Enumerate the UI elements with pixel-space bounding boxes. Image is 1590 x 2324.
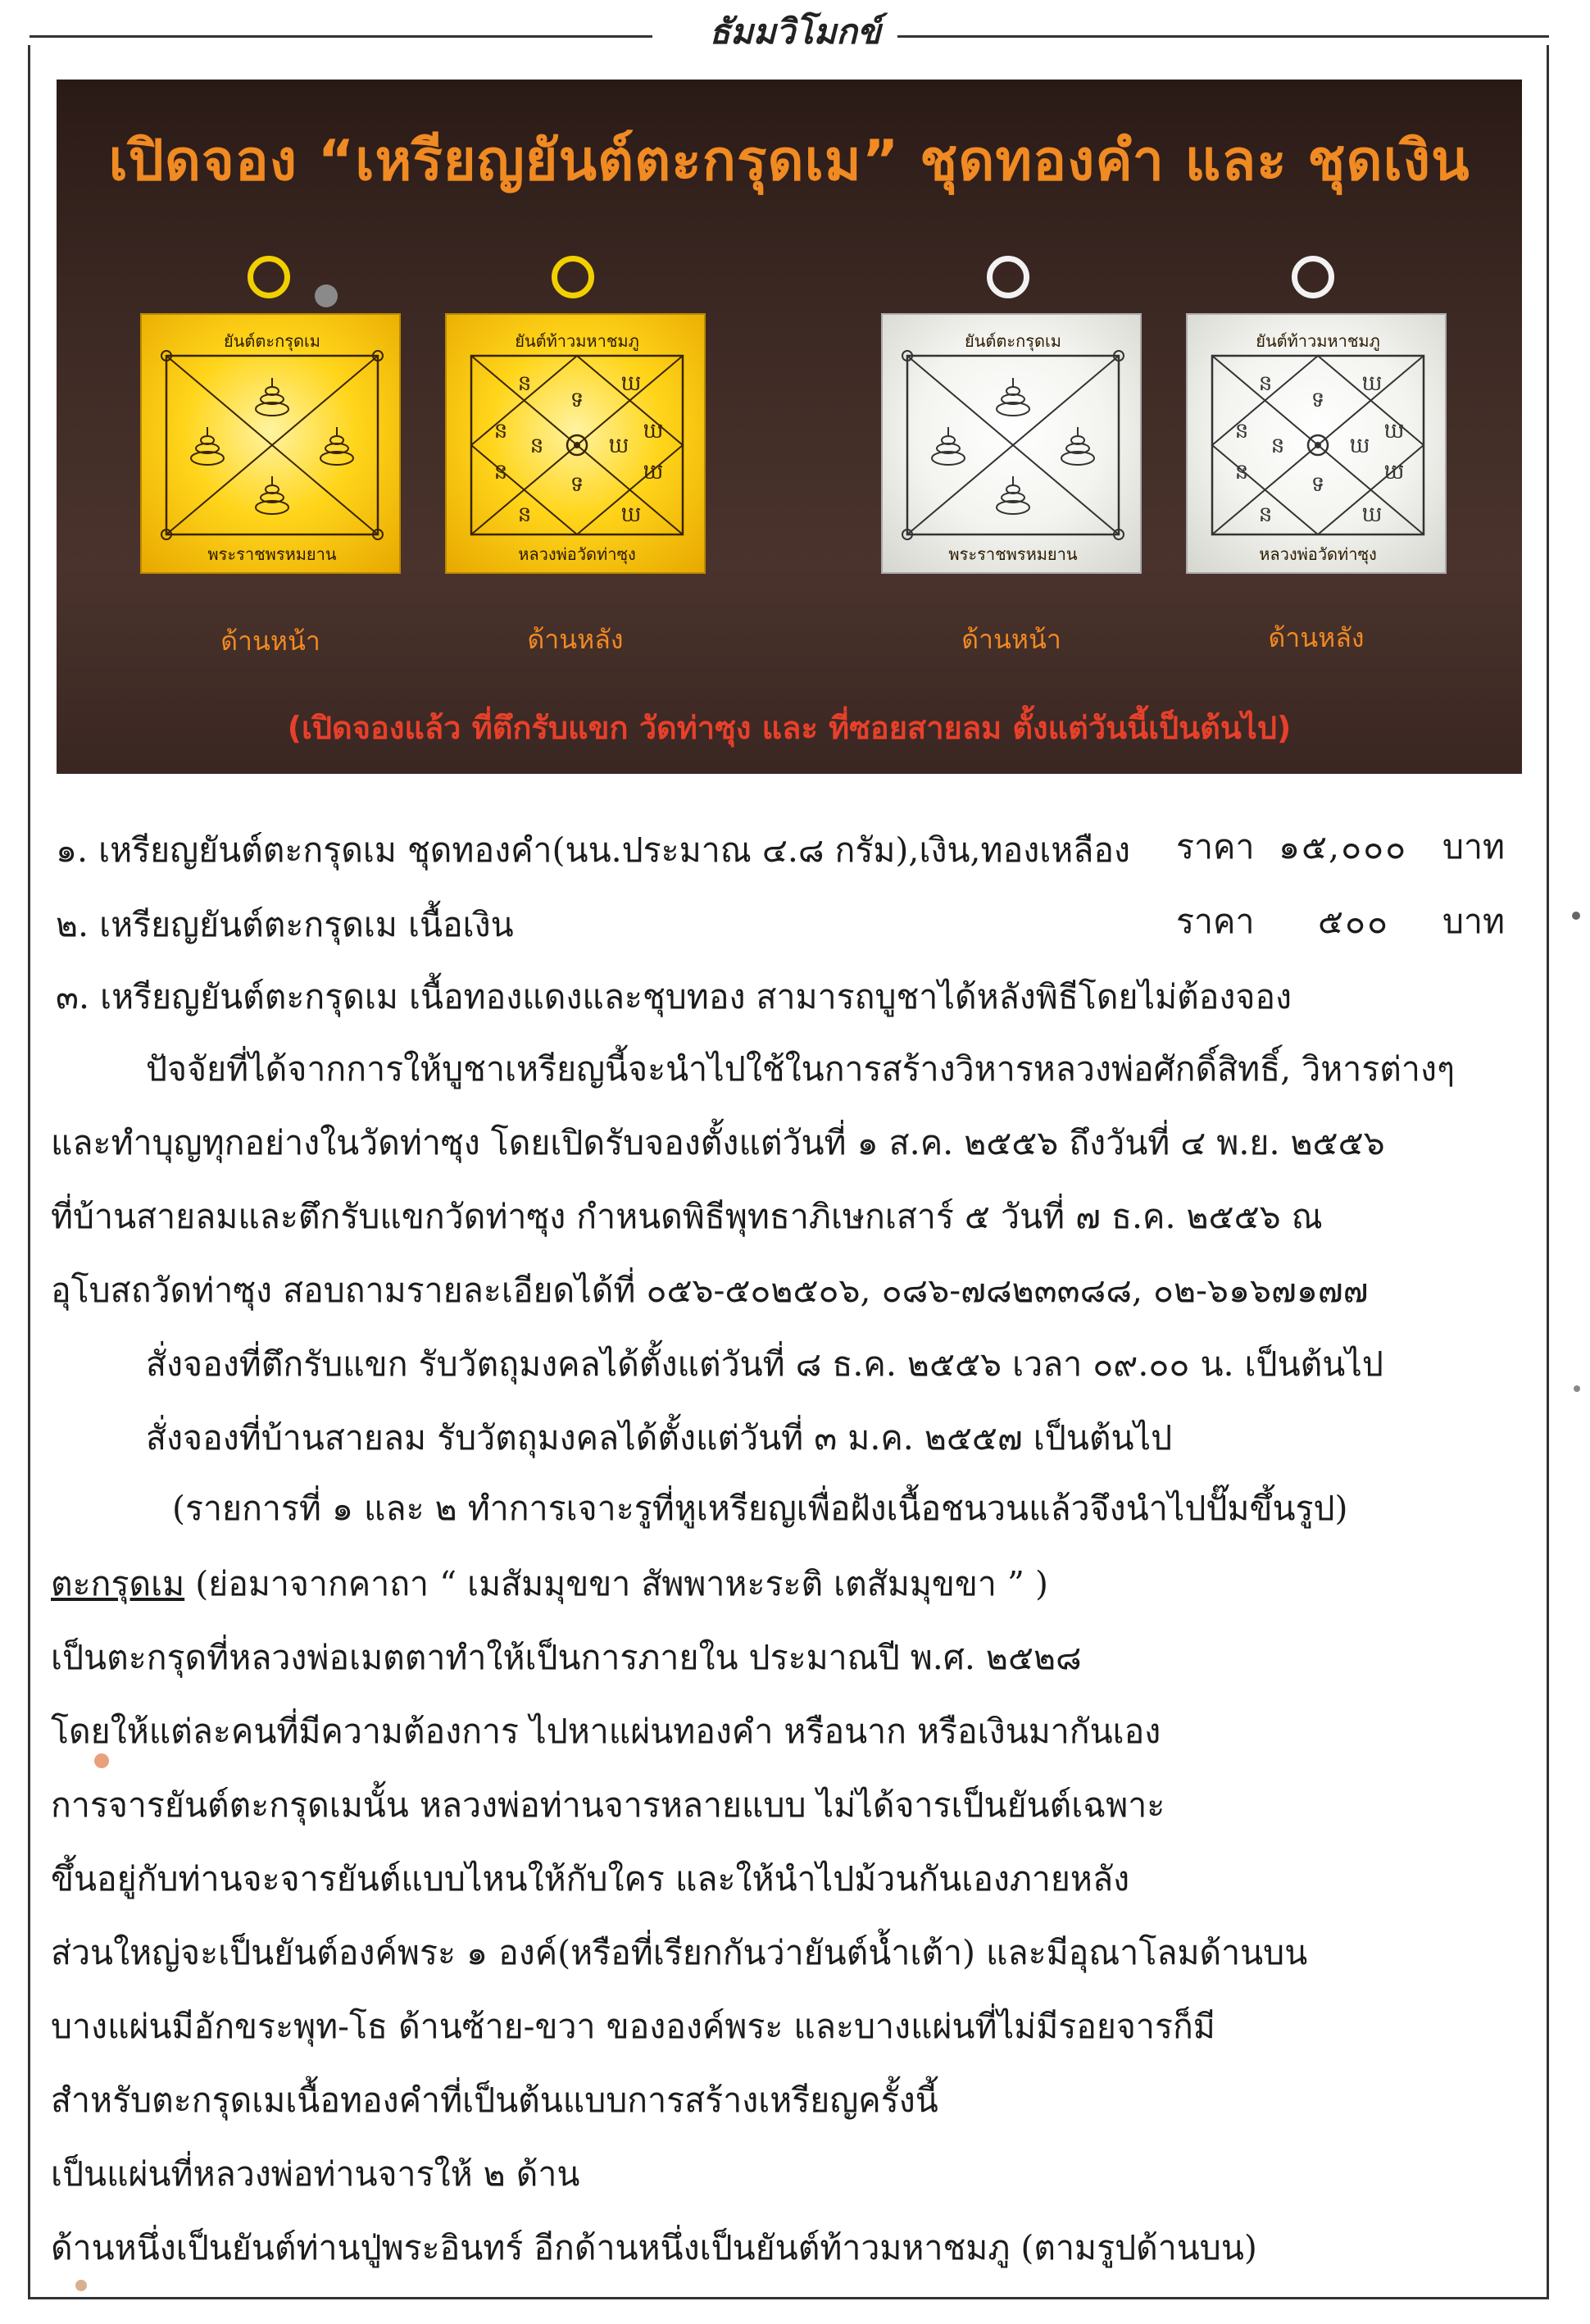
coin-side-label: ด้านหน้า [961, 624, 1061, 655]
price-unit-2: บาท [1442, 902, 1506, 941]
svg-text:ន: ន [1270, 434, 1285, 458]
history-line: สำหรับตะกรุดเมเนื้อทองคำที่เป็นต้นแบบการสร้างเหรียญครั้งนี้ [51, 2081, 938, 2120]
svg-text:ន: ន [529, 434, 544, 458]
pickup-line-2: สั่งจองที่บ้านสายลม รับวัตถุมงคลได้ตั้งแต่วันที่ ๓ ม.ค. ๒๕๕๗ เป็นต้นไป [146, 1418, 1173, 1458]
header-rule-right [897, 35, 1549, 38]
svg-text:ន: ន [1258, 503, 1273, 527]
price-value-2: ๕๐๐ [1318, 902, 1390, 941]
header-rule-left [30, 35, 652, 38]
banner-note: (เปิดจองแล้ว ที่ตึกรับแขก วัดท่าซุง และ ที่ซอยสายลม ตั้งแต่วันนี้เป็นต้นไป) [287, 710, 1292, 746]
coin-side-label: ด้านหน้า [220, 625, 320, 657]
coin-loop [987, 256, 1029, 298]
scan-speck [94, 1753, 109, 1768]
coin-top-text: ยันต์ท้าวมหาชมภู [515, 331, 639, 351]
coin-loop [552, 256, 594, 298]
item-3: ๓. เหรียญยันต์ตะกรุดเม เนื้อทองแดงและชุบทอง สามารถบูชาได้หลังพิธีโดยไม่ต้องจอง [56, 977, 1292, 1016]
price-unit-1: บาท [1442, 827, 1506, 866]
svg-text:ឃ: ឃ [1361, 503, 1383, 527]
definition-line [51, 1562, 1048, 1606]
price-item-1: ๑. เหรียญยันต์ตะกรุดเม ชุดทองคำ(นน.ประมาณ ๔.๘ กรัม),เงิน,ทองเหลือง [56, 830, 1131, 870]
coin-bottom-text: หลวงพ่อวัดท่าซุง [1259, 544, 1377, 564]
term-definition: (ย่อมาจากคาถา “ เมสัมมุขขา สัพพาหะระติ เตสัมมุขขา ” ) [184, 1564, 1048, 1603]
svg-text:ឃ: ឃ [1349, 434, 1370, 458]
paragraph-line: ปัจจัยที่ได้จากการให้บูชาเหรียญนี้จะนำไปใช้ในการสร้างวิหารหลวงพ่อศักดิ์สิทธิ์, วิหารต่างๆ [146, 1049, 1455, 1089]
coin-gold-front [140, 313, 401, 574]
svg-text:ឃ: ឃ [643, 419, 664, 443]
coin-bottom-text: หลวงพ่อวัดท่าซุง [518, 544, 636, 564]
pickup-line-1: สั่งจองที่ตึกรับแขก รับวัตถุมงคลได้ตั้งแต่วันที่ ๘ ธ.ค. ๒๕๕๖ เวลา ๐๙.๐๐ น. เป็นต้นไป [146, 1344, 1383, 1384]
paragraph-line: ที่บ้านสายลมและตึกรับแขกวัดท่าซุง กำหนดพิธีพุทธาภิเษกเสาร์ ๕ วันที่ ๗ ธ.ค. ๒๕๕๖ ณ [51, 1197, 1323, 1236]
svg-text:ន: ន [493, 460, 508, 484]
coin-top-text: ยันต์ท้าวมหาชมภู [1256, 331, 1380, 351]
svg-text:ន: ន [517, 371, 532, 396]
pickup-note: (รายการที่ ๑ และ ๒ ทำการเจาะรูที่หูเหรียญเพื่อฝังเนื้อชนวนแล้วจึงนำไปปั๊มขึ้นรูป) [172, 1489, 1348, 1528]
price-label-1: ราคา [1176, 827, 1255, 866]
history-line: ส่วนใหญ่จะเป็นยันต์องค์พระ ๑ องค์(หรือที่เรียกกันว่ายันต์น้ำเต้า) และมีอุณาโลมด้านบน [51, 1933, 1308, 1972]
hanging-dot [315, 284, 338, 307]
svg-text:ឃ: ឃ [620, 371, 642, 396]
promo-banner [57, 80, 1522, 774]
svg-text:ឃ: ឃ [1361, 371, 1383, 396]
scan-speck [75, 2280, 87, 2291]
svg-text:ន: ន [1234, 460, 1249, 484]
svg-text:ន: ន [1234, 419, 1249, 443]
svg-text:ន: ន [517, 503, 532, 527]
history-line: เป็นแผ่นที่หลวงพ่อท่านจารให้ ๒ ด้าน [51, 2154, 580, 2194]
svg-text:ឃ: ឃ [620, 503, 642, 527]
price-item-2: ๒. เหรียญยันต์ตะกรุดเม เนื้อเงิน [56, 905, 514, 944]
coin-silver-front [881, 313, 1142, 574]
coin-side-label: ด้านหลัง [1268, 622, 1365, 653]
magazine-title: ธัมมวิโมกข์ [709, 11, 881, 52]
scan-speck [1574, 1385, 1580, 1392]
svg-text:ឃ: ឃ [643, 460, 664, 484]
coin-bottom-text: พระราชพรหมยาน [207, 544, 337, 564]
svg-text:ទ: ទ [1311, 388, 1325, 412]
svg-text:ទ: ទ [1311, 472, 1325, 497]
coin-loop [248, 256, 290, 298]
price-value-1: ๑๕,๐๐๐ [1279, 827, 1408, 866]
coin-side-label: ด้านหลัง [527, 624, 624, 655]
history-line: เป็นตะกรุดที่หลวงพ่อเมตตาทำให้เป็นการภายใน ประมาณปี พ.ศ. ๒๕๒๘ [51, 1638, 1082, 1677]
svg-text:ទ: ទ [570, 472, 584, 497]
term: ตะกรุดเม [51, 1564, 185, 1603]
coin-top-text: ยันต์ตะกรุดเม [965, 331, 1061, 351]
svg-text:ន: ន [493, 419, 508, 443]
history-line: ด้านหนึ่งเป็นยันต์ท่านปู่พระอินทร์ อีกด้านหนึ่งเป็นยันต์ท้าวมหาชมภู (ตามรูปด้านบน) [51, 2228, 1257, 2267]
coin-top-text: ยันต์ตะกรุดเม [224, 331, 320, 351]
svg-text:ឃ: ឃ [1383, 419, 1405, 443]
paragraph-line: และทำบุญทุกอย่างในวัดท่าซุง โดยเปิดรับจองตั้งแต่วันที่ ๑ ส.ค. ๒๕๕๖ ถึงวันที่ ๔ พ.ย. ๒๕๕๖ [51, 1123, 1385, 1162]
history-line: ขึ้นอยู่กับท่านจะจารยันต์แบบไหนให้กับใคร และให้นำไปม้วนกันเองภายหลัง [51, 1859, 1130, 1899]
coin-gold-back [445, 313, 706, 574]
price-label-2: ราคา [1176, 902, 1255, 941]
svg-text:ឃ: ឃ [1383, 460, 1405, 484]
history-line: บางแผ่นมีอักขระพุท-โธ ด้านซ้าย-ขวา ขององค์พระ และบางแผ่นที่ไม่มีรอยจารก็มี [51, 2007, 1215, 2046]
paragraph-line: อุโบสถวัดท่าซุง สอบถามรายละเอียดได้ที่ ๐๕๖-๕๐๒๕๐๖, ๐๘๖-๗๘๒๓๓๘๘, ๐๒-๖๑๖๗๑๗๗ [51, 1271, 1369, 1310]
coin-silver-back [1186, 313, 1447, 574]
coin-bottom-text: พระราชพรหมยาน [948, 544, 1078, 564]
history-line: โดยให้แต่ละคนที่มีความต้องการ ไปหาแผ่นทองคำ หรือนาก หรือเงินมากันเอง [51, 1712, 1161, 1751]
svg-text:ទ: ទ [570, 388, 584, 412]
svg-text:ឃ: ឃ [608, 434, 629, 458]
history-line: การจารยันต์ตะกรุดเมนั้น หลวงพ่อท่านจารหลายแบบ ไม่ได้จารเป็นยันต์เฉพาะ [51, 1785, 1165, 1825]
coin-loop [1292, 256, 1334, 298]
svg-text:ន: ន [1258, 371, 1273, 396]
banner-title: เปิดจอง “เหรียญยันต์ตะกรุดเม” ชุดทองคำ และ ชุดเงิน [108, 129, 1470, 193]
scan-speck [1572, 912, 1580, 920]
